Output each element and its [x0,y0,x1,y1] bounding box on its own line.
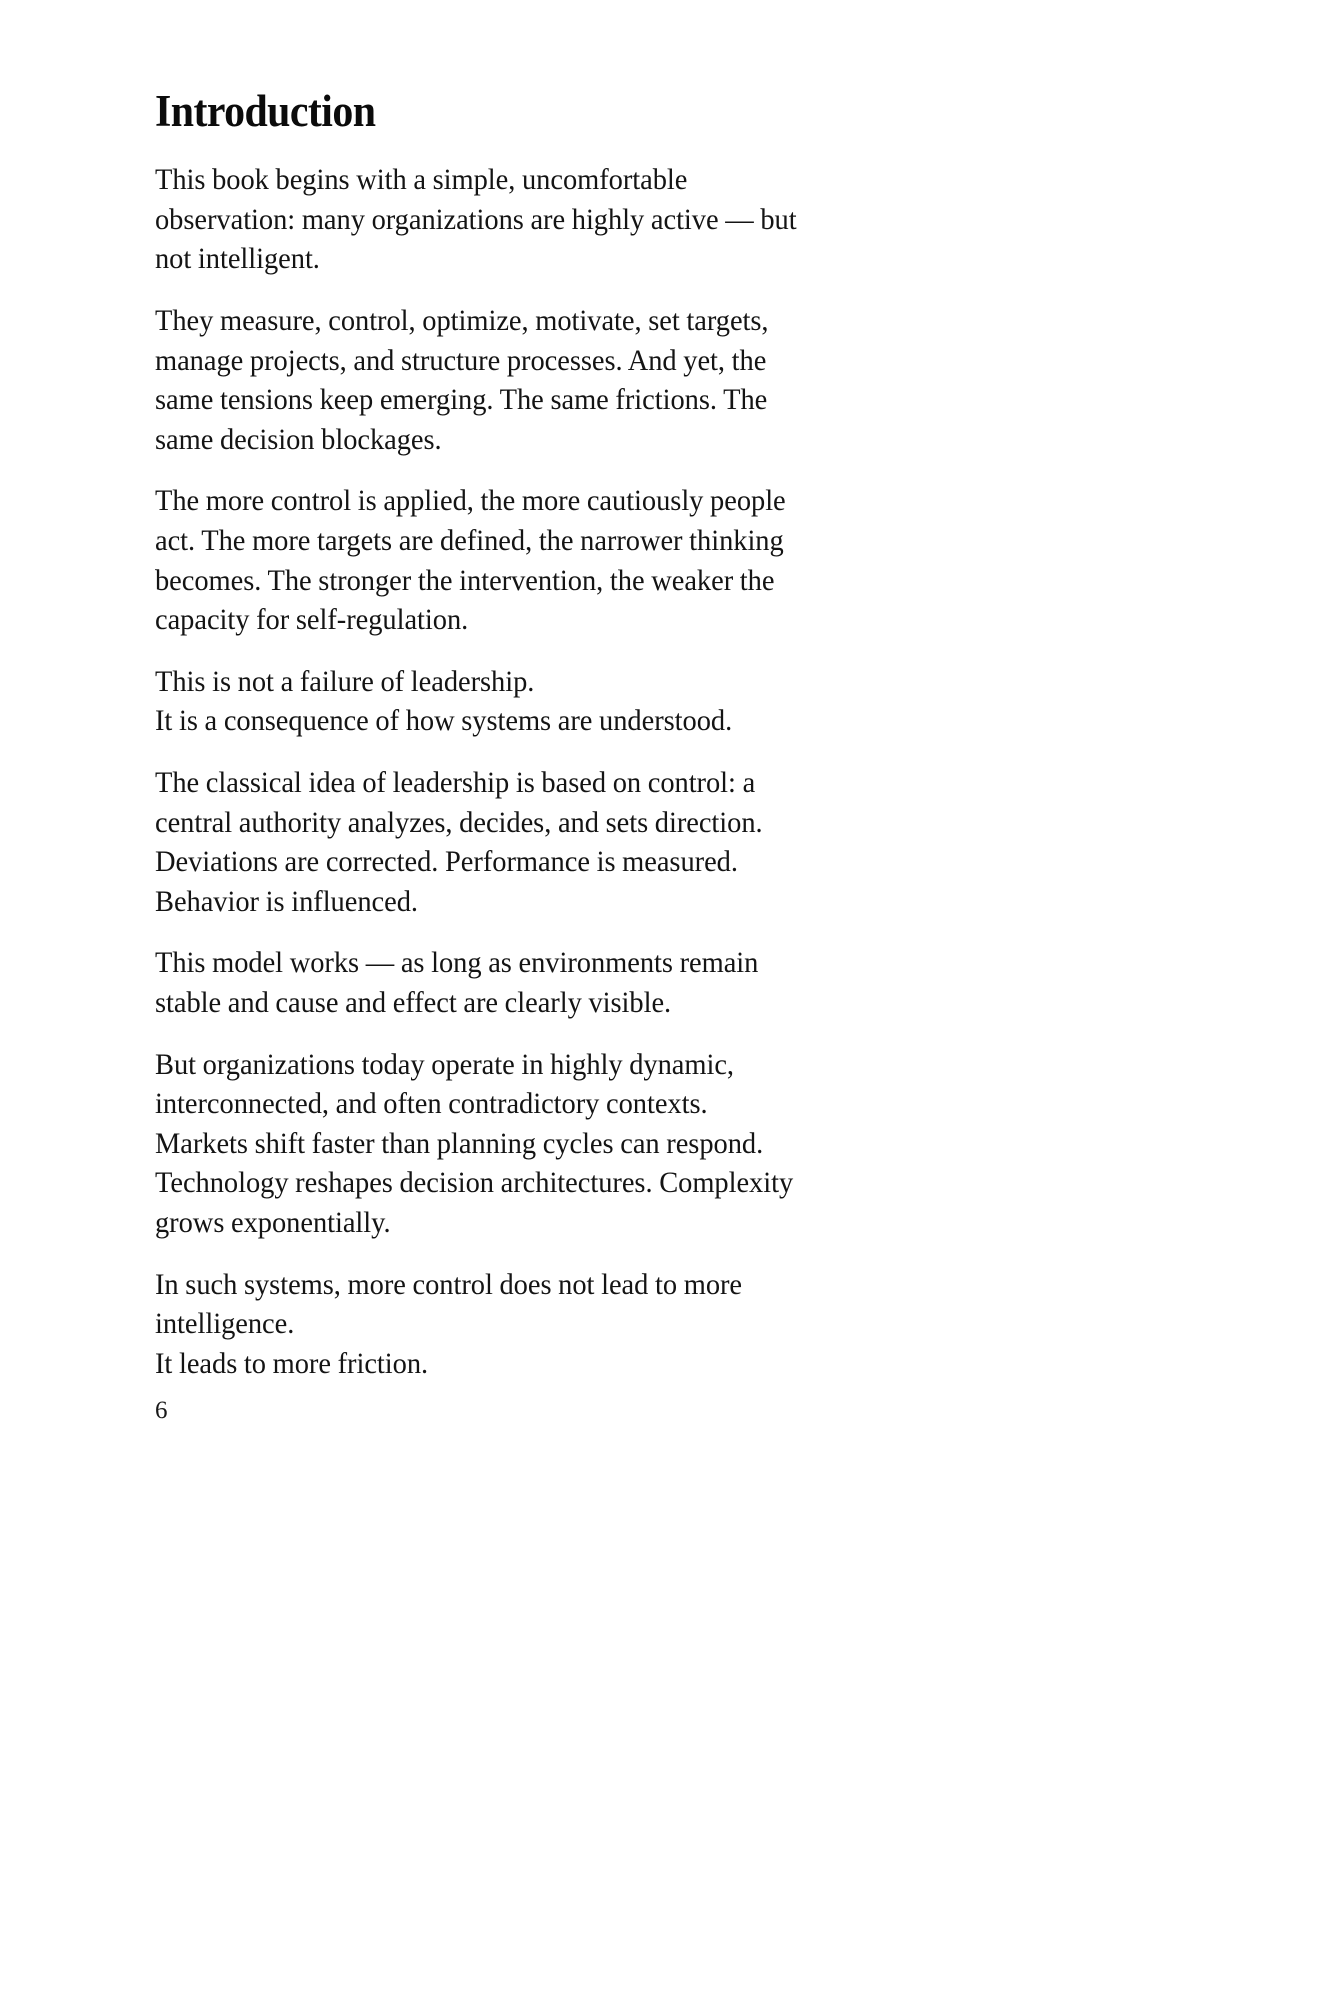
text-line: same decision blockages. [155,423,442,456]
text-line: Technology reshapes decision architectures. Complexity [155,1167,794,1200]
text-line: It is a consequence of how systems are understood. [155,705,733,738]
text-line: same tensions keep emerging. The same frictions. The [155,384,768,417]
paragraph-2 [155,302,864,460]
text-line: intelligence. [155,1308,295,1341]
text-line: In such systems, more control does not lead to more [155,1268,743,1301]
text-line: stable and cause and effect are clearly visible. [155,986,672,1019]
page-title: Introduction [155,86,376,136]
text-line: Markets shift faster than planning cycles can respond. [155,1127,764,1160]
paragraph-7 [155,1046,864,1244]
text-line: Deviations are corrected. Performance is measured. [155,846,738,879]
paragraph-6 [155,944,864,1023]
text-line: interconnected, and often contradictory contexts. [155,1088,708,1121]
text-line: central authority analyzes, decides, and sets direction. [155,806,763,839]
paragraph-8 [155,1266,864,1385]
text-line: Behavior is influenced. [155,885,418,918]
text-line: This model works — as long as environments remain [155,947,759,980]
text-line: act. The more targets are defined, the narrower thinking [155,525,784,557]
text-line: They measure, control, optimize, motivate, set targets, [155,305,769,338]
text-line: It leads to more friction. [155,1347,429,1380]
paragraph-3 [155,482,864,640]
text-line: This is not a failure of leadership. [155,665,535,698]
page-text-block [155,88,890,1384]
text-line: The classical idea of leadership is based on control: a [155,766,756,799]
text-line: not intelligent. [155,243,320,276]
paragraph-1 [155,161,864,280]
page-number: 6 [155,1397,168,1424]
text-line: manage projects, and structure processes. And yet, the [155,344,767,377]
text-line: becomes. The stronger the intervention, the weaker the [155,564,775,597]
text-line: capacity for self-regulation. [155,604,469,637]
text-line: grows exponentially. [155,1206,391,1239]
paragraph-4 [155,663,864,742]
text-line: observation: many organizations are highly active — but [155,203,797,236]
text-line: But organizations today operate in highly dynamic, [155,1048,734,1081]
paragraph-5 [155,764,864,922]
text-line: The more control is applied, the more cautiously people [155,485,786,518]
text-line: This book begins with a simple, uncomfortable [155,164,688,197]
